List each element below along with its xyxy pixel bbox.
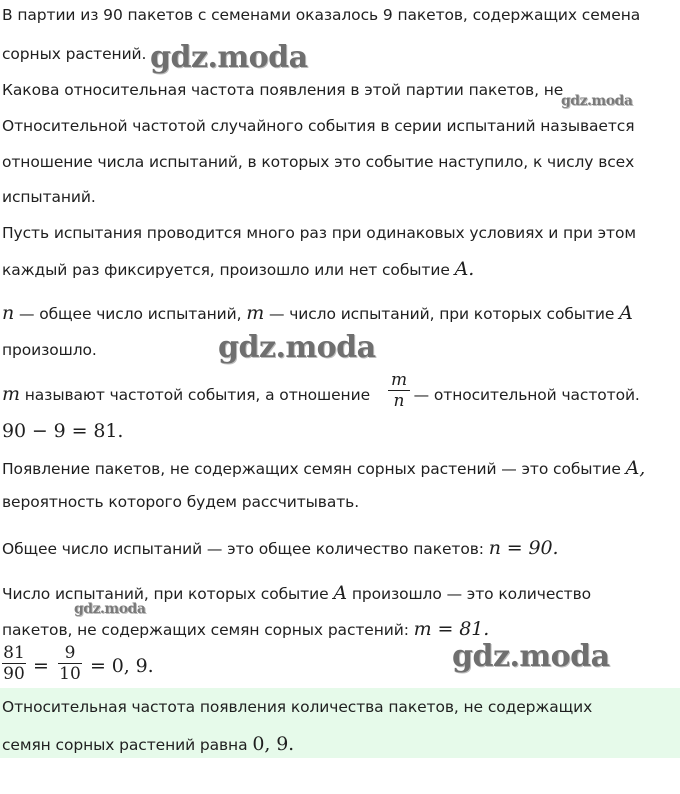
fraction-numerator: 81: [3, 643, 25, 663]
frequency-text-after: — относительной частотой.: [413, 386, 640, 404]
event-definition-line-1: [2, 457, 645, 479]
favorable-formula: m = 81.: [413, 618, 490, 640]
answer-value: 0, 9.: [252, 733, 295, 755]
watermark-logo: gdz.moda: [452, 639, 610, 674]
problem-line-1: В партии из 90 пакетов с семенами оказалось 9 пакетов, содержащих семена: [2, 6, 641, 24]
favorable-line-2: [2, 618, 489, 640]
total-trials-text: Общее число испытаний — это общее количество пакетов:: [2, 540, 484, 558]
m-variable: m: [246, 302, 265, 324]
answer-text: семян сорных растений равна: [2, 736, 248, 754]
setup-line-1: Пусть испытания проводится много раз при одинаковых условиях и при этом: [2, 224, 636, 242]
frequency-text-before: называют частотой события, а отношение: [24, 386, 371, 404]
setup-line-2: [2, 258, 474, 280]
event-definition-text: Появление пакетов, не содержащих семян сорных растений — это событие: [2, 460, 621, 478]
event-symbol: A: [333, 582, 347, 604]
event-symbol: A,: [625, 457, 646, 479]
fraction-9-over-10: [58, 643, 82, 684]
fraction-denominator: 90: [3, 664, 25, 684]
frequency-line: [2, 383, 640, 405]
problem-line-2: сорных растений.: [2, 45, 147, 63]
m-description: — число испытаний, при которых событие: [269, 305, 615, 323]
event-symbol: A: [619, 302, 633, 324]
watermark-logo: gdz.moda: [150, 40, 308, 75]
result-value: = 0, 9.: [90, 655, 154, 677]
fraction-numerator: m: [390, 370, 408, 390]
fraction-81-over-90: [2, 643, 26, 684]
answer-line-1: Относительная частота появления количества пакетов, не содержащих: [2, 698, 593, 716]
setup-line-2-text: каждый раз фиксируется, произошло или нет событие: [2, 261, 450, 279]
definition-line-2: отношение числа испытаний, в которых это событие наступило, к числу всех: [2, 153, 635, 171]
favorable-text-before: Число испытаний, при которых событие: [2, 585, 329, 603]
event-definition-line-2: вероятность которого будем рассчитывать.: [2, 493, 360, 511]
total-trials-line: [2, 537, 558, 559]
watermark-logo: gdz.moda: [561, 93, 633, 109]
favorable-text-after: произошло — это количество: [351, 585, 592, 603]
definition-line-1: Относительной частотой случайного события в серии испытаний называется: [2, 117, 635, 135]
answer-line-2: [2, 733, 294, 755]
watermark-logo: gdz.moda: [218, 330, 376, 365]
definition-line-3: испытаний.: [2, 188, 96, 206]
fraction-numerator: 9: [64, 643, 76, 663]
calculation-line: 90 − 9 = 81.: [2, 420, 124, 442]
watermark-logo: gdz.moda: [74, 601, 146, 617]
n-description: — общее число испытаний,: [18, 305, 242, 323]
n-variable: n: [2, 302, 15, 324]
m-over-n-fraction: [388, 370, 410, 411]
equals-sign: =: [33, 655, 49, 677]
event-symbol: A.: [454, 258, 475, 280]
m-variable: m: [2, 383, 20, 405]
notation-line-1: [2, 302, 633, 324]
answer-box: [0, 688, 680, 758]
favorable-text: пакетов, не содержащих семян сорных растений:: [2, 621, 409, 639]
fraction-denominator: 10: [59, 664, 81, 684]
fraction-denominator: n: [393, 391, 405, 411]
total-formula: n = 90.: [488, 537, 559, 559]
notation-line-2: произошло.: [2, 341, 97, 359]
problem-line-3: Какова относительная частота появления в этой партии пакетов, не: [2, 81, 564, 99]
